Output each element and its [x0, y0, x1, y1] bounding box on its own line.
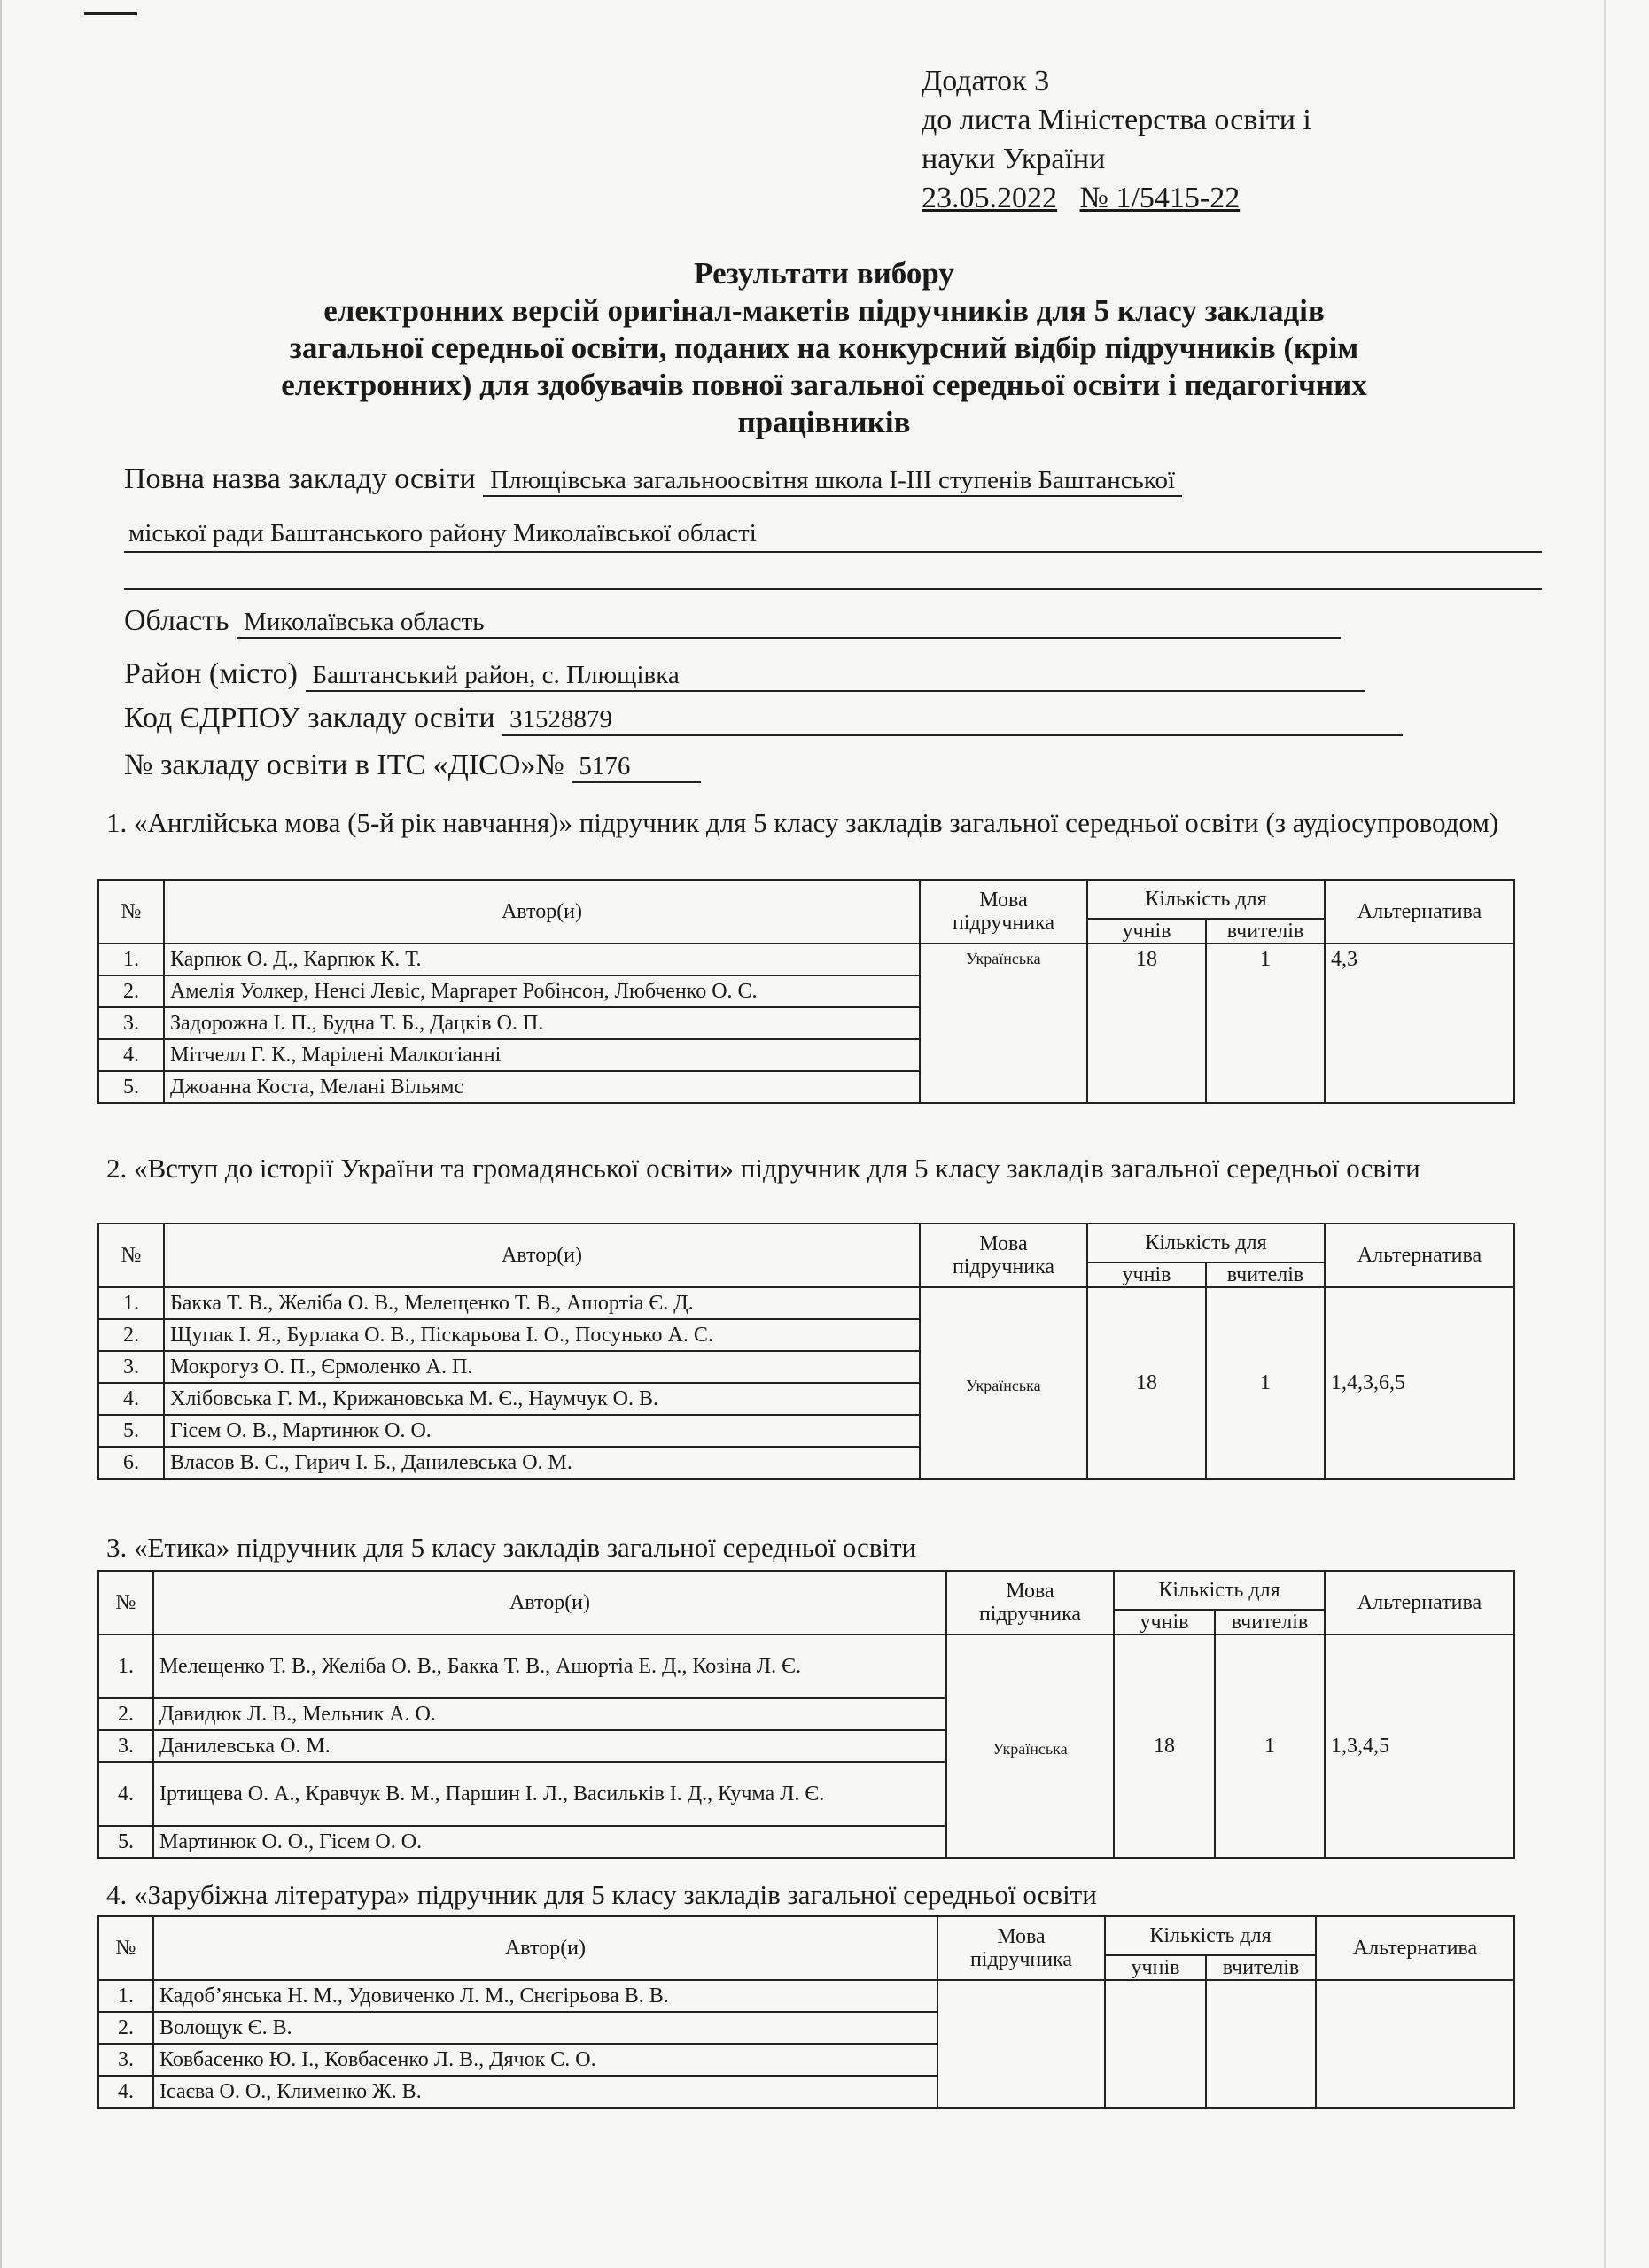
- annex-date-number: [922, 179, 1311, 218]
- row-alt: 1,4,3,6,5: [1325, 1287, 1514, 1479]
- header-count: Кількість для: [1105, 1916, 1316, 1955]
- header-students: учнів: [1087, 919, 1206, 944]
- title-line-4: електронних) для здобувачів повної загальної середньої освіти і педагогічних: [281, 368, 1367, 402]
- row-students: [1105, 1980, 1206, 2108]
- scan-mark: [84, 12, 137, 15]
- underline-school-2: [124, 551, 1542, 553]
- row-num: 3.: [98, 1351, 164, 1383]
- school-name-field-cont: [128, 516, 764, 549]
- row-alt: [1316, 1980, 1514, 2108]
- edrpou-value: 31528879: [502, 705, 1403, 736]
- row-num: 4.: [98, 1762, 153, 1826]
- table-section-1: [97, 879, 1515, 1104]
- title-line-2: електронних версій оригінал-макетів підручників для 5 класу закладів: [323, 293, 1325, 328]
- row-num: 1.: [98, 1635, 153, 1698]
- row-num: 4.: [98, 2076, 153, 2108]
- row-students: 18: [1087, 1287, 1206, 1479]
- header-teachers: вчителів: [1206, 919, 1325, 944]
- row-author: Карпюк О. Д., Карпюк К. Т.: [164, 944, 920, 975]
- row-teachers: [1206, 1980, 1316, 2108]
- header-alt: Альтернатива: [1316, 1916, 1514, 1980]
- school-name-field: [124, 462, 1182, 497]
- row-author: Щупак І. Я., Бурлака О. В., Піскарьова І. О., Посунько А. С.: [164, 1319, 920, 1351]
- row-num: 2.: [98, 2012, 153, 2044]
- row-author: Мартинюк О. О., Гісем О. О.: [153, 1826, 946, 1858]
- row-author: Хлібовська Г. М., Крижановська М. Є., Наумчук О. В.: [164, 1383, 920, 1415]
- school-name-value-2: міської ради Баштанського району Миколаївської області: [128, 519, 757, 548]
- section-title-4: 4. «Зарубіжна література» підручник для 5 класу закладів загальної середньої освіти: [106, 1879, 1097, 1910]
- row-author: Джоанна Коста, Мелані Вільямс: [164, 1071, 920, 1103]
- row-num: 2.: [98, 975, 164, 1007]
- table-section-2: [97, 1223, 1515, 1480]
- row-teachers: 1: [1215, 1635, 1325, 1858]
- row-num: 1.: [98, 944, 164, 975]
- row-author: Данилевська О. М.: [153, 1730, 946, 1762]
- its-field: [124, 749, 701, 783]
- header-count: Кількість для: [1087, 1223, 1325, 1262]
- row-author: Задорожна І. П., Будна Т. Б., Дацків О. П.: [164, 1007, 920, 1039]
- row-teachers: 1: [1206, 944, 1325, 1103]
- row-num: 4.: [98, 1039, 164, 1071]
- annex-number: № 1/5415-22: [1079, 182, 1241, 214]
- header-author: Автор(и): [164, 880, 920, 944]
- section-title-2: 2. «Вступ до історії України та громадянської освіти» підручник для 5 класу закладів загальної середньої освіти: [106, 1153, 1420, 1184]
- row-num: 3.: [98, 2044, 153, 2076]
- header-students: учнів: [1087, 1262, 1206, 1287]
- row-students: 18: [1087, 944, 1206, 1103]
- annex-line-2: до листа Міністерства освіти і: [922, 104, 1311, 136]
- school-name-value: Плющівська загальноосвітня школа І-ІІІ ступенів Баштанської: [483, 466, 1182, 497]
- its-value: 5176: [572, 752, 701, 783]
- header-teachers: вчителів: [1206, 1262, 1325, 1287]
- row-num: 5.: [98, 1826, 153, 1858]
- region-label: Область: [124, 604, 229, 637]
- annex-date: 23.05.2022: [922, 182, 1057, 214]
- underline-blank: [124, 588, 1542, 590]
- header-teachers: вчителів: [1206, 1955, 1316, 1980]
- row-students: 18: [1114, 1635, 1215, 1858]
- row-alt: 1,3,4,5: [1325, 1635, 1514, 1858]
- header-lang: Мова підручника: [937, 1916, 1105, 1980]
- header-alt: Альтернатива: [1325, 880, 1514, 944]
- table-section-4: [97, 1915, 1515, 2109]
- title-line-1: Результати вибору: [694, 256, 954, 291]
- row-num: 2.: [98, 1319, 164, 1351]
- title-line-3: загальної середньої освіти, поданих на конкурсний відбір підручників (крім: [289, 330, 1359, 365]
- annex-line-3: науки України: [922, 143, 1106, 175]
- school-name-label: Повна назва закладу освіти: [124, 462, 476, 495]
- row-author: Амелія Уолкер, Ненсі Левіс, Маргарет Робінсон, Любченко О. С.: [164, 975, 920, 1007]
- row-author: Іртищева О. А., Кравчук В. М., Паршин І. Л., Васильків І. Д., Кучма Л. Є.: [153, 1762, 946, 1826]
- row-author: Мітчелл Г. К., Марілені Малкогіанні: [164, 1039, 920, 1071]
- edrpou-field: [124, 702, 1403, 736]
- header-lang: Мова підручника: [946, 1571, 1114, 1635]
- header-lang: Мова підручника: [920, 1223, 1087, 1287]
- row-num: 5.: [98, 1071, 164, 1103]
- row-alt: 4,3: [1325, 944, 1514, 1103]
- header-author: Автор(и): [164, 1223, 920, 1287]
- row-lang: Українська: [920, 1287, 1087, 1479]
- row-author: Кадоб’янська Н. М., Удовиченко Л. М., Снєгірьова В. В.: [153, 1980, 937, 2012]
- region-value: Миколаївська область: [237, 608, 1341, 639]
- document-title: [133, 255, 1515, 441]
- section-title-1: 1. «Англійська мова (5-й рік навчання)» підручник для 5 класу закладів загальної середньої освіти (з аудіосупроводом): [106, 807, 1499, 838]
- row-num: 2.: [98, 1698, 153, 1730]
- district-label: Район (місто): [124, 657, 298, 690]
- district-value: Баштанський район, с. Плющівка: [306, 661, 1365, 692]
- row-lang: Українська: [920, 944, 1087, 1103]
- row-num: 1.: [98, 1287, 164, 1319]
- header-alt: Альтернатива: [1325, 1571, 1514, 1635]
- header-students: учнів: [1114, 1610, 1215, 1635]
- header-lang: Мова підручника: [920, 880, 1087, 944]
- district-field: [124, 657, 1365, 692]
- region-field: [124, 604, 1341, 639]
- header-author: Автор(и): [153, 1916, 937, 1980]
- row-author: Давидюк Л. В., Мельник А. О.: [153, 1698, 946, 1730]
- row-author: Бакка Т. В., Желіба О. В., Мелещенко Т. В., Ашортіа Є. Д.: [164, 1287, 920, 1319]
- annex-title: Додаток 3: [922, 65, 1050, 97]
- row-author: Мелещенко Т. В., Желіба О. В., Бакка Т. В., Ашортіа Е. Д., Козіна Л. Є.: [153, 1635, 946, 1698]
- row-lang: Українська: [946, 1635, 1114, 1858]
- header-num: №: [98, 880, 164, 944]
- row-num: 1.: [98, 1980, 153, 2012]
- header-author: Автор(и): [153, 1571, 946, 1635]
- title-line-5: працівників: [737, 405, 911, 439]
- header-alt: Альтернатива: [1325, 1223, 1514, 1287]
- header-num: №: [98, 1916, 153, 1980]
- header-count: Кількість для: [1087, 880, 1325, 919]
- header-count: Кількість для: [1114, 1571, 1325, 1610]
- header-teachers: вчителів: [1215, 1610, 1325, 1635]
- page-edge-shadow: [1604, 0, 1606, 2268]
- header-students: учнів: [1105, 1955, 1206, 1980]
- row-teachers: 1: [1206, 1287, 1325, 1479]
- row-lang: [937, 1980, 1105, 2108]
- its-label: № закладу освіти в ІТС «ДІСО»№: [124, 749, 564, 781]
- row-num: 3.: [98, 1007, 164, 1039]
- row-author: Мокрогуз О. П., Єрмоленко А. П.: [164, 1351, 920, 1383]
- header-num: №: [98, 1571, 153, 1635]
- row-num: 3.: [98, 1730, 153, 1762]
- row-author: Ковбасенко Ю. І., Ковбасенко Л. В., Дячок С. О.: [153, 2044, 937, 2076]
- row-author: Гісем О. В., Мартинюк О. О.: [164, 1415, 920, 1447]
- row-num: 4.: [98, 1383, 164, 1415]
- edrpou-label: Код ЄДРПОУ закладу освіти: [124, 702, 495, 734]
- row-author: Волощук Є. В.: [153, 2012, 937, 2044]
- row-author: Ісаєва О. О., Клименко Ж. В.: [153, 2076, 937, 2108]
- table-section-3: [97, 1570, 1515, 1859]
- row-author: Власов В. С., Гирич І. Б., Данилевська О. М.: [164, 1447, 920, 1479]
- row-num: 6.: [98, 1447, 164, 1479]
- section-title-3: 3. «Етика» підручник для 5 класу закладів загальної середньої освіти: [106, 1532, 917, 1563]
- header-num: №: [98, 1223, 164, 1287]
- row-num: 5.: [98, 1415, 164, 1447]
- annex-block: [922, 62, 1311, 218]
